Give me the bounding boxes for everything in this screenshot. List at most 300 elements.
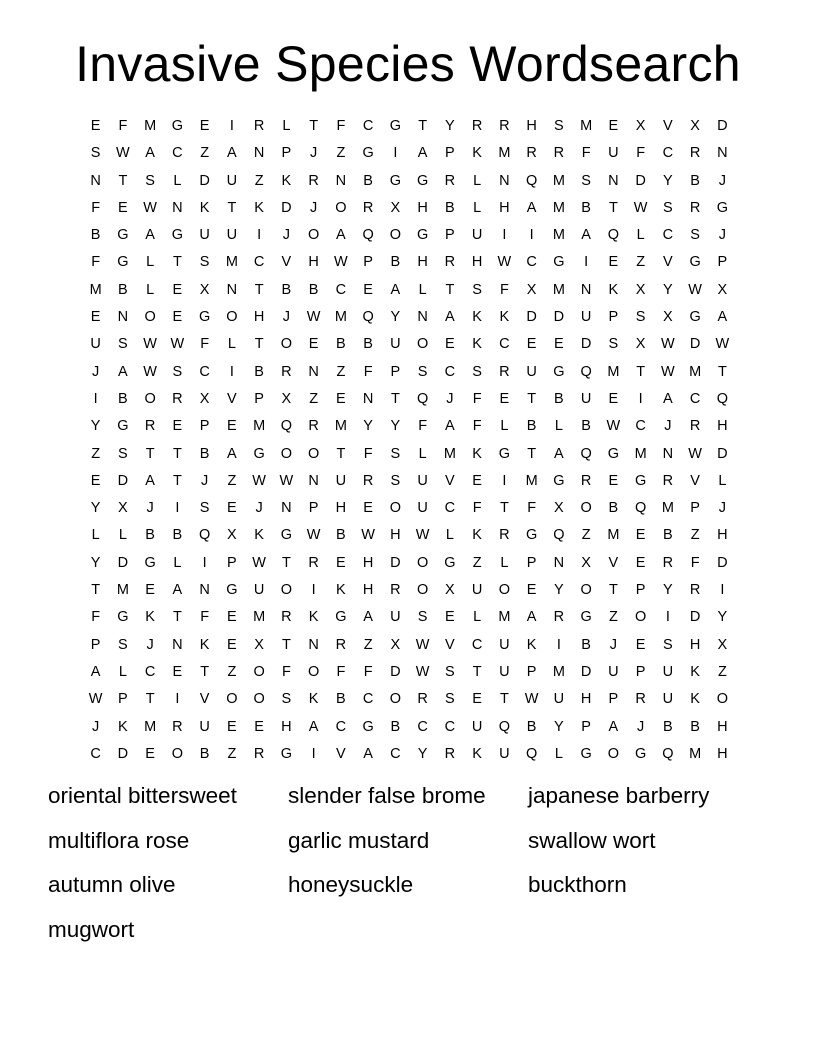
grid-letter: R xyxy=(335,636,347,653)
grid-letter: X xyxy=(199,281,210,298)
grid-letter: W xyxy=(252,554,266,571)
grid-letter: J xyxy=(146,500,154,517)
grid-letter: Y xyxy=(390,418,401,435)
grid-letter: H xyxy=(717,718,728,735)
grid-letter: W xyxy=(688,445,702,462)
grid-letter: Z xyxy=(227,745,237,762)
grid-letter: Z xyxy=(608,609,618,626)
grid-letter: R xyxy=(253,118,265,134)
grid-letter: R xyxy=(662,472,674,489)
grid-letter: B xyxy=(336,336,346,353)
grid-letter: B xyxy=(281,281,292,298)
grid-letter: G xyxy=(580,609,592,626)
grid-letter: B xyxy=(118,281,128,298)
grid-letter: H xyxy=(362,582,374,599)
grid-letter: O xyxy=(280,445,293,462)
grid-letter: S xyxy=(118,636,128,653)
grid-letter: E xyxy=(90,118,101,134)
grid-letter: O xyxy=(607,745,620,762)
grid-letter: F xyxy=(472,500,482,517)
grid-letter: F xyxy=(336,118,346,134)
grid-letter: M xyxy=(253,609,266,626)
grid-letter: C xyxy=(362,118,374,134)
grid-letter: R xyxy=(499,363,510,380)
grid-letter: U xyxy=(390,609,401,626)
grid-letter: X xyxy=(281,390,292,407)
grid-letter: W xyxy=(116,145,130,162)
grid-letter: O xyxy=(144,390,156,407)
word-list-item: autumn olive xyxy=(48,872,176,897)
grid-letter: C xyxy=(362,691,374,708)
grid-letter: R xyxy=(362,472,374,489)
grid-letter: K xyxy=(472,145,482,162)
grid-letter: P xyxy=(227,554,237,571)
grid-letter: M xyxy=(634,445,647,462)
grid-letter: Z xyxy=(227,472,237,489)
grid-letter: H xyxy=(580,691,592,708)
grid-letter: E xyxy=(363,281,373,298)
grid-letter: L xyxy=(146,254,155,271)
grid-letter: N xyxy=(172,636,183,653)
grid-letter: O xyxy=(498,582,511,599)
grid-letter: F xyxy=(200,336,210,353)
grid-letter: V xyxy=(663,118,673,134)
grid-letter: M xyxy=(607,527,620,544)
grid-letter: R xyxy=(308,418,319,435)
grid-letter: E xyxy=(308,336,319,353)
grid-letter: S xyxy=(417,609,428,626)
grid-letter: B xyxy=(90,227,101,244)
grid-letter: N xyxy=(580,281,592,298)
grid-letter: L xyxy=(418,445,427,462)
grid-letter: Z xyxy=(336,363,346,380)
grid-letter: C xyxy=(335,281,347,298)
grid-letter: N xyxy=(199,582,210,599)
grid-letter: V xyxy=(281,254,292,271)
grid-letter: E xyxy=(172,281,183,298)
grid-letter: E xyxy=(526,336,537,353)
grid-letter: A xyxy=(445,418,455,435)
grid-letter: B xyxy=(336,527,346,544)
grid-letter: Q xyxy=(525,172,538,189)
grid-letter: S xyxy=(472,363,482,380)
grid-letter: S xyxy=(145,172,155,189)
grid-letter: P xyxy=(199,418,210,435)
grid-letter: L xyxy=(500,554,509,571)
grid-letter: W xyxy=(143,363,157,380)
grid-letter: I xyxy=(311,745,316,762)
word-list xyxy=(48,778,768,956)
grid-letter: N xyxy=(608,172,619,189)
grid-letter: U xyxy=(471,227,483,244)
grid-letter: V xyxy=(336,745,346,762)
grid-letter: O xyxy=(307,445,320,462)
grid-letter: X xyxy=(717,636,728,653)
grid-letter: J xyxy=(282,309,290,326)
grid-letter: K xyxy=(526,636,537,653)
grid-letter: X xyxy=(690,118,700,134)
grid-letter: R xyxy=(444,172,456,189)
grid-letter: E xyxy=(363,500,373,517)
grid-letter: W xyxy=(415,663,430,680)
grid-letter: C xyxy=(390,745,401,762)
grid-letter: K xyxy=(254,527,264,544)
grid-letter: R xyxy=(417,691,428,708)
grid-letter: T xyxy=(254,281,264,298)
grid-letter: Q xyxy=(662,745,674,762)
grid-letter: K xyxy=(472,309,482,326)
grid-letter: G xyxy=(553,363,565,380)
grid-letter: O xyxy=(307,663,320,680)
grid-letter: H xyxy=(499,199,510,216)
word-list-item: oriental bittersweet xyxy=(48,783,237,808)
grid-letter: Q xyxy=(634,500,647,517)
grid-letter: G xyxy=(416,227,429,244)
grid-letter: N xyxy=(499,172,510,189)
grid-letter: H xyxy=(689,636,701,653)
grid-letter: B xyxy=(390,718,401,735)
grid-letter: P xyxy=(90,636,101,653)
grid-letter: G xyxy=(171,227,184,244)
grid-letter: E xyxy=(172,418,183,435)
grid-letter: U xyxy=(662,691,674,708)
grid-letter: E xyxy=(445,609,455,626)
grid-letter: J xyxy=(609,636,617,653)
grid-letter: E xyxy=(445,336,455,353)
grid-letter: I xyxy=(556,636,561,653)
grid-letter: O xyxy=(389,500,402,517)
grid-letter: A xyxy=(717,309,728,326)
grid-letter: I xyxy=(202,554,207,571)
grid-letter: I xyxy=(175,691,180,708)
grid-letter: W xyxy=(606,418,621,435)
grid-letter: D xyxy=(553,309,565,326)
grid-letter: C xyxy=(689,390,701,407)
grid-letter: L xyxy=(554,745,563,762)
grid-letter: L xyxy=(118,663,127,680)
word-list-item: honeysuckle xyxy=(288,872,414,897)
grid-letter: Z xyxy=(472,554,482,571)
grid-letter: G xyxy=(335,609,347,626)
grid-letter: E xyxy=(90,309,101,326)
grid-letter: O xyxy=(171,745,184,762)
grid-letter: T xyxy=(172,254,182,271)
grid-letter: L xyxy=(473,172,482,189)
grid-letter: D xyxy=(717,445,728,462)
grid-letter: A xyxy=(118,363,128,380)
grid-letter: P xyxy=(308,500,319,517)
grid-letter: X xyxy=(445,582,455,599)
grid-letter: I xyxy=(175,500,180,517)
grid-letter: M xyxy=(144,718,157,735)
grid-letter: W xyxy=(88,691,103,708)
grid-letter: S xyxy=(581,172,591,189)
grid-letter: L xyxy=(445,527,454,544)
grid-letter: U xyxy=(471,582,483,599)
grid-letter: U xyxy=(499,636,510,653)
grid-letter: W xyxy=(524,691,539,708)
grid-letter: H xyxy=(417,254,428,271)
grid-letter: F xyxy=(200,609,210,626)
grid-letter: O xyxy=(580,582,592,599)
grid-letter: C xyxy=(444,500,456,517)
grid-letter: F xyxy=(91,609,101,626)
grid-letter: I xyxy=(665,609,670,626)
grid-letter: S xyxy=(172,363,183,380)
grid-letter: B xyxy=(308,281,319,298)
grid-letter: Z xyxy=(91,445,101,462)
grid-letter: T xyxy=(636,363,646,380)
grid-letter: B xyxy=(581,636,591,653)
grid-letter: Z xyxy=(717,663,727,680)
grid-letter: R xyxy=(144,418,156,435)
grid-letter: G xyxy=(198,309,211,326)
grid-letter: K xyxy=(690,691,700,708)
grid-letter: E xyxy=(608,472,619,489)
grid-letter: A xyxy=(145,227,155,244)
grid-letter: D xyxy=(117,472,129,489)
grid-letter: Y xyxy=(717,609,728,626)
grid-letter: G xyxy=(280,527,293,544)
grid-letter: D xyxy=(717,118,728,134)
grid-letter: L xyxy=(473,609,482,626)
grid-letter: S xyxy=(608,336,619,353)
grid-letter: W xyxy=(715,336,730,353)
grid-letter: M xyxy=(689,363,702,380)
grid-letter: A xyxy=(172,582,183,599)
grid-letter: X xyxy=(635,118,646,134)
grid-letter: G xyxy=(716,199,729,216)
grid-letter: A xyxy=(145,472,155,489)
grid-letter: B xyxy=(554,390,564,407)
grid-letter: G xyxy=(253,445,265,462)
grid-letter: S xyxy=(690,227,700,244)
grid-letter: S xyxy=(118,336,128,353)
grid-letter: J xyxy=(92,363,100,380)
grid-letter: I xyxy=(502,472,507,489)
grid-letter: M xyxy=(552,227,565,244)
grid-letter: L xyxy=(473,199,482,216)
grid-letter: Z xyxy=(363,636,373,653)
grid-letter: W xyxy=(334,254,348,271)
grid-letter: Y xyxy=(554,582,564,599)
grid-letter: W xyxy=(661,363,675,380)
grid-letter: A xyxy=(363,745,373,762)
grid-letter: G xyxy=(389,172,402,189)
grid-letter: P xyxy=(581,718,591,735)
grid-letter: N xyxy=(308,472,319,489)
grid-letter: F xyxy=(472,390,482,407)
grid-letter: A xyxy=(526,609,537,626)
grid-letter: P xyxy=(445,145,455,162)
grid-letter: I xyxy=(229,118,234,134)
grid-letter: U xyxy=(226,172,238,189)
grid-letter: Y xyxy=(417,745,428,762)
grid-letter: S xyxy=(199,500,210,517)
grid-letter: W xyxy=(306,527,321,544)
grid-letter: D xyxy=(199,172,210,189)
grid-letter: F xyxy=(363,663,373,680)
grid-letter: O xyxy=(335,199,347,216)
grid-letter: X xyxy=(526,281,537,298)
grid-letter: O xyxy=(389,227,402,244)
grid-letter: E xyxy=(608,118,619,134)
grid-letter: R xyxy=(499,118,510,134)
grid-letter: X xyxy=(554,500,564,517)
grid-letter: B xyxy=(690,718,700,735)
grid-letter: A xyxy=(336,227,346,244)
grid-letter: S xyxy=(417,363,428,380)
grid-letter: W xyxy=(415,527,430,544)
grid-letter: P xyxy=(526,663,537,680)
grid-letter: R xyxy=(553,145,565,162)
grid-letter: K xyxy=(199,199,210,216)
grid-letter: L xyxy=(173,172,182,189)
grid-letter: A xyxy=(554,445,564,462)
grid-letter: N xyxy=(553,554,565,571)
grid-letter: M xyxy=(253,418,266,435)
grid-letter: D xyxy=(526,309,537,326)
grid-letter: W xyxy=(170,336,185,353)
grid-letter: S xyxy=(663,199,673,216)
grid-letter: Y xyxy=(445,118,455,134)
grid-letter: Y xyxy=(663,281,673,298)
grid-letter: A xyxy=(90,663,101,680)
grid-letter: K xyxy=(308,691,319,708)
grid-letter: T xyxy=(499,500,509,517)
grid-letter: B xyxy=(254,363,264,380)
grid-letter: O xyxy=(416,582,429,599)
grid-letter: H xyxy=(390,527,401,544)
grid-letter: G xyxy=(689,309,701,326)
grid-letter: J xyxy=(92,718,100,735)
grid-letter: G xyxy=(416,172,429,189)
grid-letter: N xyxy=(717,145,728,162)
grid-letter: R xyxy=(662,554,674,571)
grid-letter: P xyxy=(363,254,373,271)
grid-letter: S xyxy=(118,445,128,462)
grid-letter: W xyxy=(633,199,648,216)
grid-letter: N xyxy=(281,500,292,517)
grid-letter: H xyxy=(526,118,537,134)
grid-letter: G xyxy=(389,118,402,134)
grid-letter: C xyxy=(335,718,347,735)
grid-letter: I xyxy=(393,145,398,162)
grid-letter: Z xyxy=(200,145,210,162)
grid-letter: S xyxy=(554,118,564,134)
grid-letter: Z xyxy=(309,390,319,407)
grid-letter: K xyxy=(690,663,700,680)
grid-letter: X xyxy=(390,199,401,216)
grid-letter: C xyxy=(144,663,156,680)
grid-letter: Q xyxy=(580,363,592,380)
grid-letter: E xyxy=(635,554,646,571)
grid-letter: F xyxy=(472,418,482,435)
grid-letter: R xyxy=(444,254,456,271)
grid-letter: D xyxy=(281,199,292,216)
grid-letter: A xyxy=(445,309,455,326)
grid-letter: R xyxy=(308,172,319,189)
grid-letter: U xyxy=(199,227,210,244)
grid-letter: O xyxy=(416,336,429,353)
grid-letter: F xyxy=(418,418,428,435)
grid-letter: N xyxy=(308,636,319,653)
grid-letter: M xyxy=(498,609,511,626)
grid-letter: N xyxy=(226,281,238,298)
grid-letter: T xyxy=(717,363,727,380)
grid-letter: G xyxy=(117,418,129,435)
grid-letter: L xyxy=(282,118,291,134)
grid-letter: I xyxy=(502,227,507,244)
grid-letter: B xyxy=(363,172,373,189)
grid-letter: M xyxy=(689,745,702,762)
grid-letter: N xyxy=(662,445,674,462)
grid-letter: L xyxy=(146,281,155,298)
grid-letter: Q xyxy=(607,227,620,244)
grid-letter: W xyxy=(497,254,512,271)
grid-letter: U xyxy=(526,363,537,380)
grid-letter: H xyxy=(308,254,319,271)
grid-letter: I xyxy=(229,363,234,380)
grid-letter: G xyxy=(553,472,565,489)
grid-letter: E xyxy=(608,254,619,271)
grid-letter: G xyxy=(525,527,538,544)
grid-letter: Z xyxy=(227,663,237,680)
grid-letter: Y xyxy=(90,554,101,571)
grid-letter: G xyxy=(280,745,293,762)
grid-letter: U xyxy=(335,472,347,489)
grid-letter: B xyxy=(608,500,619,517)
grid-letter: H xyxy=(717,527,728,544)
grid-letter: F xyxy=(690,554,700,571)
grid-letter: H xyxy=(471,254,483,271)
grid-letter: K xyxy=(254,199,264,216)
grid-letter: I xyxy=(529,227,534,244)
grid-letter: G xyxy=(144,554,156,571)
grid-letter: K xyxy=(472,445,482,462)
grid-letter: R xyxy=(172,718,183,735)
grid-letter: C xyxy=(444,718,456,735)
grid-letter: B xyxy=(581,199,591,216)
grid-letter: E xyxy=(227,609,237,626)
grid-letter: D xyxy=(689,336,701,353)
word-list-item: swallow wort xyxy=(528,827,656,853)
grid-letter: M xyxy=(525,472,538,489)
grid-letter: P xyxy=(445,227,455,244)
grid-letter: R xyxy=(689,199,701,216)
grid-letter: V xyxy=(227,390,237,407)
grid-letter: U xyxy=(226,227,238,244)
grid-letter: W xyxy=(143,336,157,353)
grid-letter: B xyxy=(172,527,183,544)
grid-letter: S xyxy=(390,472,401,489)
grid-letter: N xyxy=(117,309,129,326)
grid-letter: E xyxy=(635,636,646,653)
grid-letter: R xyxy=(362,199,374,216)
grid-letter: B xyxy=(663,718,673,735)
page-title: Invasive Species Wordsearch xyxy=(75,36,741,92)
grid-letter: T xyxy=(608,199,618,216)
grid-letter: X xyxy=(717,281,728,298)
grid-letter: E xyxy=(199,118,210,134)
grid-letter: M xyxy=(443,445,456,462)
grid-letter: L xyxy=(500,418,509,435)
grid-letter: P xyxy=(690,500,700,517)
grid-letter: P xyxy=(118,691,128,708)
grid-letter: L xyxy=(118,527,127,544)
grid-letter: Y xyxy=(554,718,564,735)
grid-letter: N xyxy=(253,145,265,162)
